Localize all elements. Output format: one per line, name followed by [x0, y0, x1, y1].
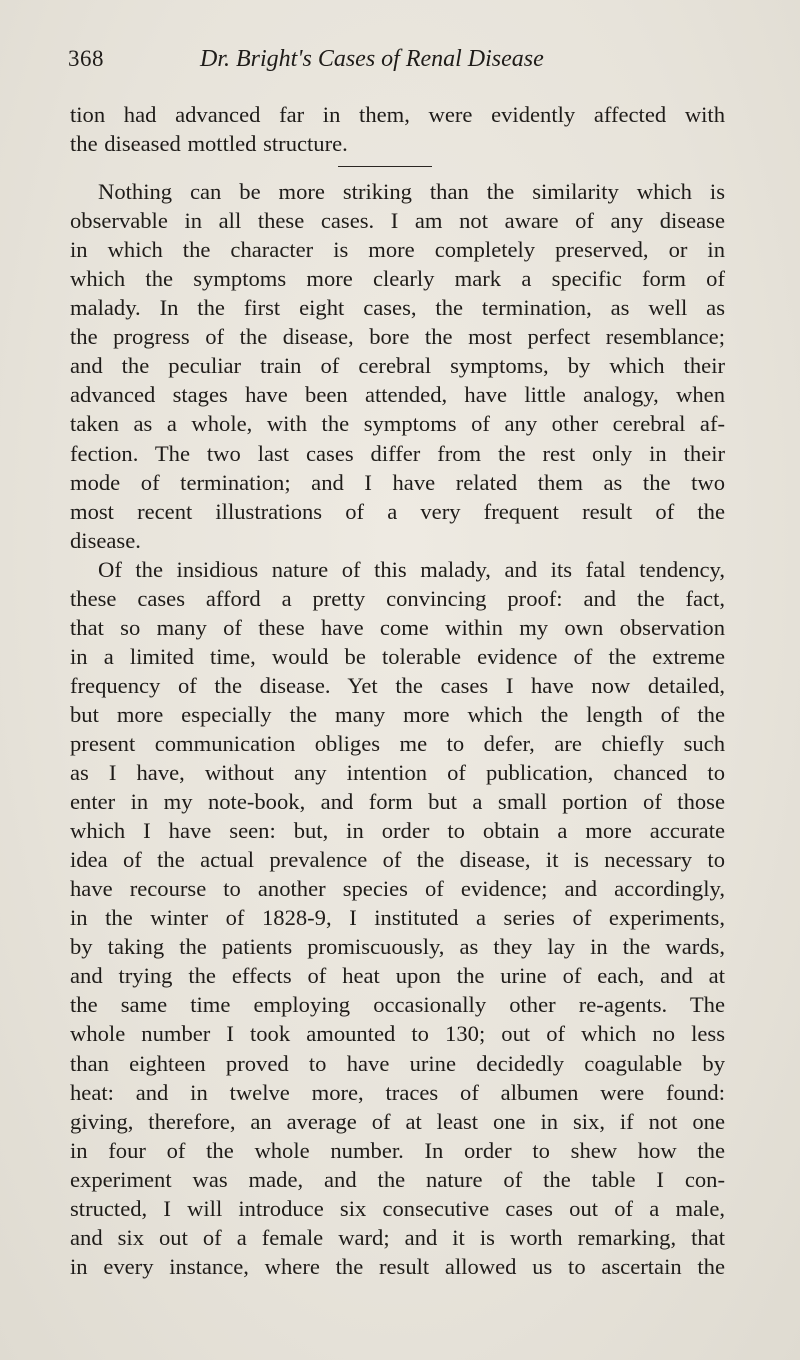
text-line: in which the character is more completely preserved, or in	[70, 237, 725, 263]
text-line: fection. The two last cases differ from the rest only in their	[70, 440, 725, 466]
section-separator-rule	[338, 166, 432, 177]
text-line: have recourse to another species of evidence; and accordingly,	[70, 876, 725, 902]
text-line: the progress of the disease, bore the most perfect resemblance;	[70, 324, 725, 350]
text-line: giving, therefore, an average of at least one in six, if not one	[70, 1108, 725, 1134]
text-line: mode of termination; and I have related them as the two	[70, 469, 725, 495]
text-line: advanced stages have been attended, have little analogy, when	[70, 382, 725, 408]
page-header	[68, 46, 728, 86]
text-line: and trying the effects of heat upon the urine of each, and at	[70, 963, 725, 989]
text-line: in a limited time, would be tolerable evidence of the extreme	[70, 643, 725, 669]
text-line: idea of the actual prevalence of the disease, it is necessary to	[70, 847, 725, 873]
text-line: structed, I will introduce six consecutive cases out of a male,	[70, 1195, 725, 1221]
text-line: experiment was made, and the nature of the table I con-	[70, 1166, 725, 1192]
text-line: the diseased mottled structure.	[70, 131, 348, 157]
text-line: the same time employing occasionally other re-agents. The	[70, 992, 725, 1018]
text-line: in every instance, where the result allowed us to ascertain the	[70, 1253, 725, 1279]
text-line: heat: and in twelve more, traces of albumen were found:	[70, 1079, 725, 1105]
text-line: and six out of a female ward; and it is worth remarking, that	[70, 1224, 725, 1250]
text-line: these cases afford a pretty convincing proof: and the fact,	[70, 585, 725, 611]
text-line: enter in my note-book, and form but a small portion of those	[70, 789, 725, 815]
text-line: and the peculiar train of cerebral symptoms, by which their	[70, 353, 725, 379]
text-line: whole number I took amounted to 130; out of which no less	[70, 1021, 725, 1047]
text-line: by taking the patients promiscuously, as they lay in the wards,	[70, 934, 725, 960]
text-line: disease.	[70, 527, 141, 553]
text-line: malady. In the first eight cases, the termination, as well as	[70, 295, 725, 321]
text-line: most recent illustrations of a very frequent result of the	[70, 498, 725, 524]
text-line: but more especially the many more which the length of the	[70, 701, 725, 727]
paragraph-insidious-nature	[70, 555, 725, 1281]
text-line: that so many of these have come within my own observation	[70, 614, 725, 640]
text-line: than eighteen proved to have urine decidedly coagulable by	[70, 1050, 725, 1076]
running-title: Dr. Bright's Cases of Renal Disease	[200, 46, 544, 72]
body-text	[70, 100, 725, 1281]
text-line: in the winter of 1828-9, I instituted a series of experiments,	[70, 905, 725, 931]
text-line: Nothing can be more striking than the similarity which is	[98, 179, 725, 205]
text-line: which the symptoms more clearly mark a specific form of	[70, 266, 725, 292]
page-number: 368	[68, 46, 104, 71]
paragraph-continuation	[70, 100, 725, 158]
text-line: tion had advanced far in them, were evidently affected with	[70, 102, 725, 127]
text-line: which I have seen: but, in order to obtain a more accurate	[70, 818, 725, 844]
text-line: Of the insidious nature of this malady, and its fatal tendency,	[98, 556, 725, 582]
text-line: present communication obliges me to defer, are chiefly such	[70, 730, 725, 756]
text-line: observable in all these cases. I am not aware of any disease	[70, 208, 725, 234]
text-line: as I have, without any intention of publication, chanced to	[70, 760, 725, 786]
text-line: in four of the whole number. In order to shew how the	[70, 1137, 725, 1163]
text-line: frequency of the disease. Yet the cases I have now detailed,	[70, 672, 725, 698]
paragraph-similarity	[70, 177, 725, 555]
text-line: taken as a whole, with the symptoms of any other cerebral af-	[70, 411, 725, 437]
